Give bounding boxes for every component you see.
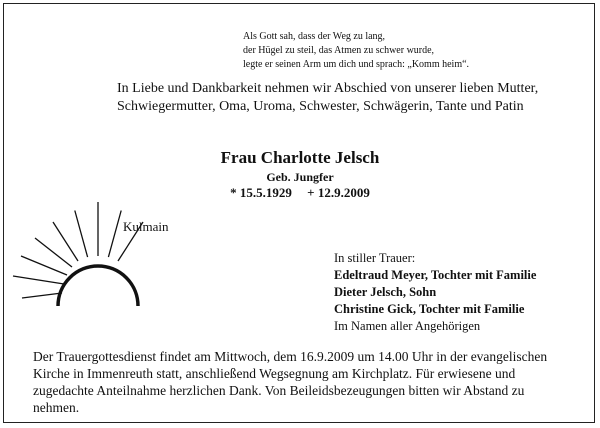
poem <box>243 30 469 72</box>
rising-sun-icon <box>10 180 160 320</box>
death-date: + 12.9.2009 <box>307 185 370 200</box>
mourners-block <box>334 250 536 335</box>
mourner-name: Edeltraud Meyer, Tochter mit Familie <box>334 268 537 282</box>
poem-line: Als Gott sah, dass der Weg zu lang, <box>243 31 386 42</box>
place-name: Kulmain <box>123 219 169 234</box>
deceased-name: Frau Charlotte Jelsch <box>220 148 380 167</box>
mourner-name: Christine Gick, Tochter mit Familie <box>334 302 525 316</box>
service-announcement: Der Trauergottesdienst findet am Mittwoch, dem 16.9.2009 um 14.00 Uhr in der evangelischen Kirche in Immenreuth statt, anschließend Wegsegnung am Kirchplatz. Für erwiesene und zugedachte Anteilnahme herzlichen Dank. Von Beileidsbezeugungen bitten wir Abstand zu nehmen. <box>33 349 548 415</box>
poem-line: legte er seinen Arm um dich und sprach: „Komm heim“. <box>243 59 470 70</box>
birth-name: Geb. Jungfer <box>266 170 334 184</box>
poem-line: der Hügel zu steil, das Atmen zu schwer wurde, <box>243 45 435 56</box>
mourner-name: Dieter Jelsch, Sohn <box>334 285 437 299</box>
mourners-heading: In stiller Trauer: <box>334 251 416 265</box>
mourners-closing: Im Namen aller Angehörigen <box>334 319 481 333</box>
birth-date: * 15.5.1929 <box>230 185 292 200</box>
intro-text: In Liebe und Dankbarkeit nehmen wir Abschied von unserer lieben Mutter, Schwiegermutter, Oma, Uroma, Schwester, Schwägerin, Tante und Patin <box>117 81 539 114</box>
